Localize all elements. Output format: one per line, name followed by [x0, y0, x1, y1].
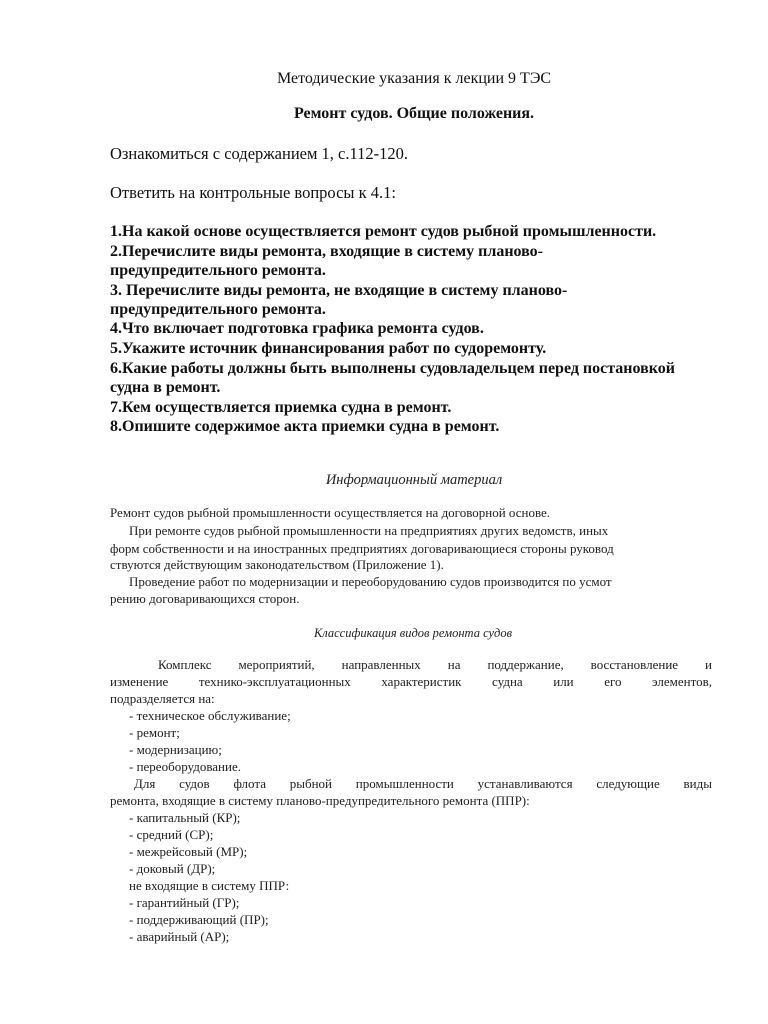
question-line: 4.Что включает подготовка графика ремонта судов.	[110, 320, 484, 337]
info-line: ствуются действующим законодательством (Приложение 1).	[110, 557, 444, 572]
question-line: 2.Перечислите виды ремонта, входящие в систему планово-	[110, 243, 543, 260]
info-line: форм собственности и на иностранных предприятиях договаривающиеся стороны руковод	[110, 541, 614, 556]
list-item: - гарантийный (ГР);	[129, 895, 240, 910]
question-line: 1.На какой основе осуществляется ремонт судов рыбной промышленности.	[110, 223, 657, 240]
question-line: предупредительного ремонта.	[110, 301, 326, 318]
classification-paragraph-line: ремонта, входящие в систему планово-предупредительного ремонта (ППР):	[110, 793, 530, 808]
answer-instruction: Ответить на контрольные вопросы к 4.1:	[110, 183, 396, 202]
list-item: - аварийный (АР);	[129, 929, 230, 944]
info-line: рению договаривающихся сторон.	[110, 591, 300, 606]
classification-paragraph-line: изменение технико-эксплуатационных характеристик судна или его элементов,	[110, 674, 712, 689]
classification-paragraph-line: подразделяется на:	[110, 691, 215, 706]
question-line: 3. Перечислите виды ремонта, не входящие в систему планово-	[110, 282, 568, 299]
list-item: - поддерживающий (ПР);	[129, 912, 269, 927]
not-in-ppr-label: не входящие в систему ППР:	[129, 878, 290, 893]
list-item: - средний (СР);	[129, 827, 214, 842]
question-line: 7.Кем осуществляется приемка судна в ремонт.	[110, 399, 452, 416]
info-line: Проведение работ по модернизации и переоборудованию судов производится по усмот	[129, 574, 612, 589]
info-heading: Информационный материал	[325, 472, 503, 488]
question-line: 8.Опишите содержимое акта приемки судна в ремонт.	[110, 418, 500, 435]
info-line: Ремонт судов рыбной промышленности осуществляется на договорной основе.	[110, 505, 551, 520]
question-line: предупредительного ремонта.	[110, 262, 326, 279]
list-item: - межрейсовый (МР);	[129, 844, 248, 859]
question-line: судна в ремонт.	[110, 379, 221, 396]
list-item: - доковый (ДР);	[129, 861, 216, 876]
question-line: 6.Какие работы должны быть выполнены судовладельцем перед постановкой	[110, 360, 675, 377]
classification-paragraph-line: Для судов флота рыбной промышленности устанавливаются следующие виды	[134, 776, 712, 791]
list-item: - модернизацию;	[129, 742, 222, 757]
classification-heading: Классификация видов ремонта судов	[313, 626, 513, 640]
lecture-subtitle: Ремонт судов. Общие положения.	[293, 105, 535, 122]
question-line: 5.Укажите источник финансирования работ по судоремонту.	[110, 340, 547, 357]
classification-paragraph-line: Комплекс мероприятий, направленных на поддержание, восстановление и	[158, 657, 712, 672]
list-item: - техническое обслуживание;	[129, 708, 291, 723]
read-instruction: Ознакомиться с содержанием 1, с.112-120.	[110, 144, 408, 163]
list-item: - капитальный (КР);	[129, 810, 241, 825]
list-item: - ремонт;	[129, 725, 180, 740]
page-title: Методические указания к лекции 9 ТЭС	[276, 70, 552, 87]
info-line: При ремонте судов рыбной промышленности на предприятиях других ведомств, иных	[129, 523, 609, 538]
list-item: - переоборудование.	[129, 759, 241, 774]
